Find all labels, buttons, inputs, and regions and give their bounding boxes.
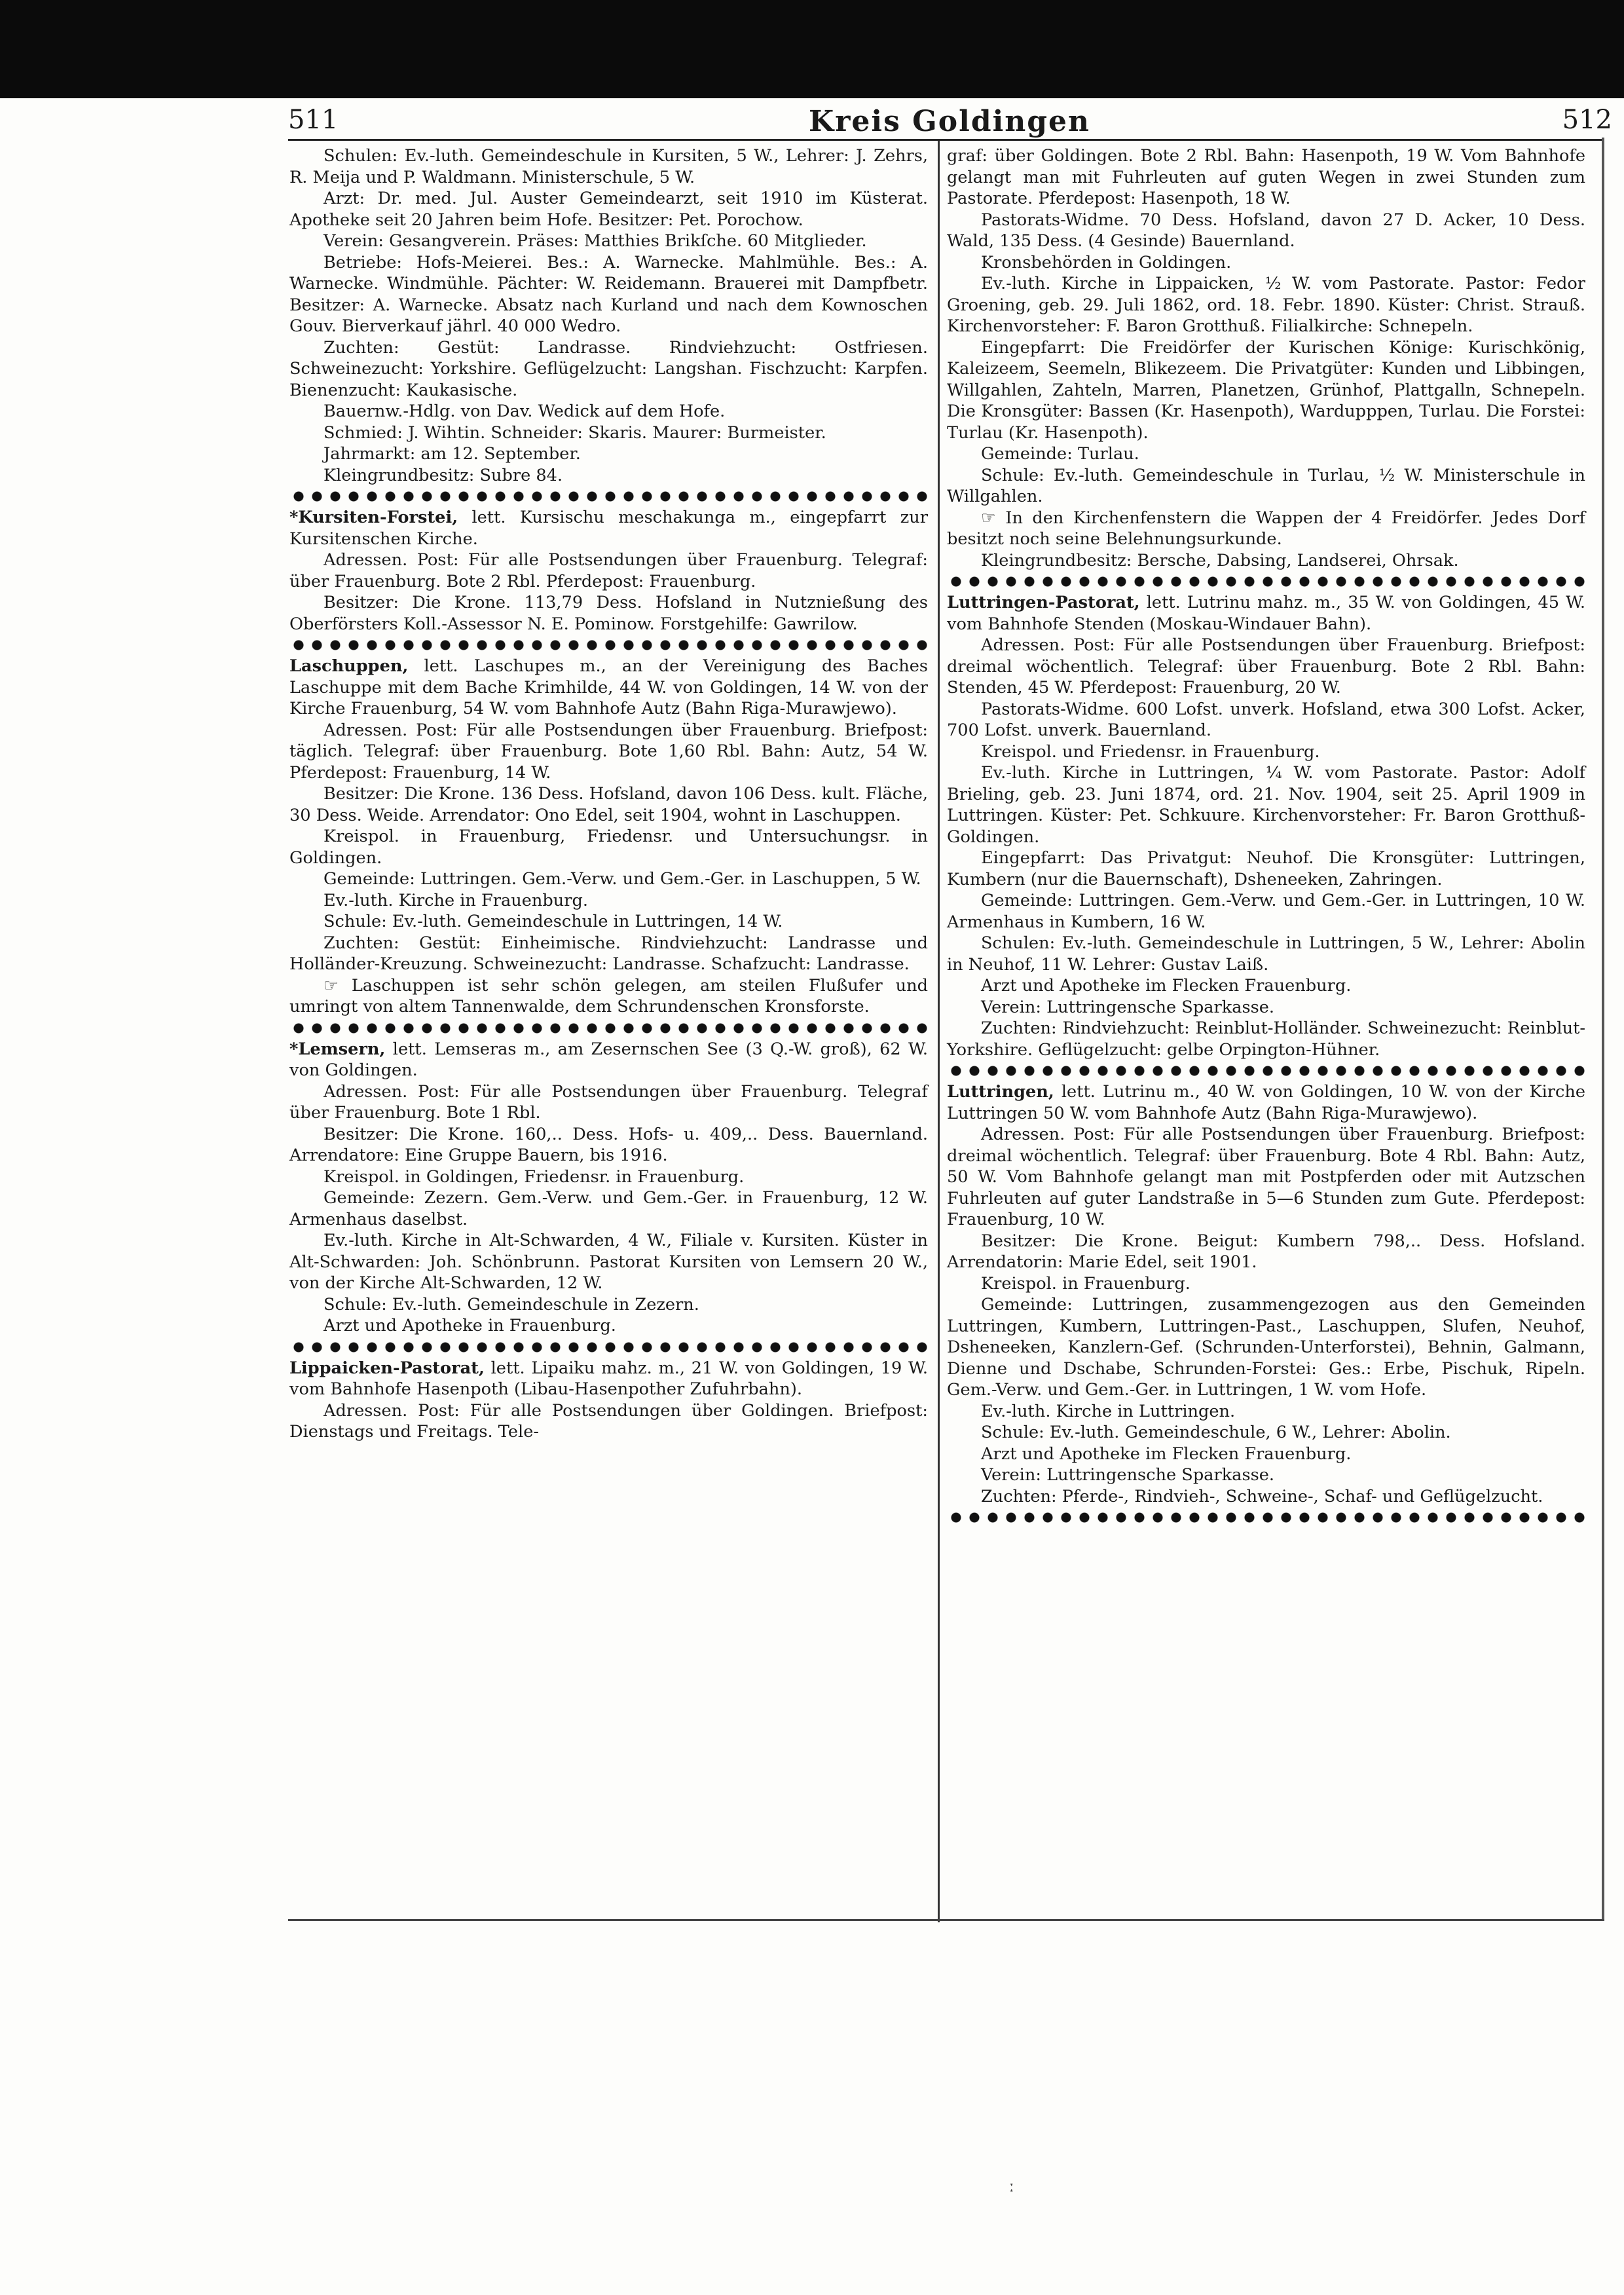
text-paragraph: ☞ In den Kirchenfenstern die Wappen der 4 Freidörfer. Jedes Dorf besitzt noch seine Belehnungsurkunde. bbox=[947, 508, 1585, 549]
text-paragraph: Verein: Gesangverein. Präses: Matthies Brikſche. 60 Mitglieder. bbox=[323, 231, 867, 251]
text-paragraph: Adressen. Post: Für alle Postsendungen über Frauenburg. Briefpost: täglich. Telegraf: über Frauenburg. Bote 1,60 Rbl. Bahn: Autz, 54 W. Pferdepost: Frauenburg, 14 W. bbox=[289, 720, 928, 783]
text-paragraph: Pastorats-Widme. 600 Lofst. unverk. Hofsland, etwa 300 Lofst. Acker, 700 Lofst. unverk. Bauernland. bbox=[947, 699, 1585, 740]
left-column bbox=[289, 145, 928, 1443]
text-paragraph: graf: über Goldingen. Bote 2 Rbl. Bahn: Hasenpoth, 19 W. Vom Bahnhofe gelangt man mit Fuhrleuten auf guten Wegen in zwei Stunden zum Pastorate. Pferdepost: Hasenpoth, 18 W. bbox=[947, 146, 1585, 208]
text-paragraph: Besitzer: Die Krone. 160,.. Dess. Hofs- u. 409,.. Dess. Bauernland. Arrendatore: Eine Gruppe Bauern, bis 1916. bbox=[289, 1124, 928, 1165]
entry-heading-paragraph bbox=[947, 592, 1585, 635]
entry-heading-paragraph bbox=[947, 1081, 1585, 1124]
text-paragraph: ☞ Laschuppen ist sehr schön gelegen, am steilen Flußufer und umringt von altem Tannenwalde, dem Schrundenschen Kronsforste. bbox=[289, 975, 928, 1017]
scan-black-margin bbox=[0, 0, 1624, 98]
text-paragraph: Gemeinde: Luttringen, zusammengezogen aus den Gemeinden Luttringen, Kumbern, Luttringen-Past., Laschuppen, Slufen, Neuhof, Dsheneeken, Kanzlern-Gef. (Schrunden-Unterforstei), Behnin, Galmann, Dienne und Dschabe, Schrunden-Forstei: Ges.: Erbe, Pischuk, Ripeln. Gem.-Verw. und Gem.-Ger. in Luttringen, 1 W. vom Hofe. bbox=[947, 1295, 1585, 1400]
text-paragraph: Eingepfarrt: Die Freidörfer der Kurischen Könige: Kurischkönig, Kaleizeem, Seemeln, Blikezeem. Die Privatgüter: Kunden und Libbingen, Willgahlen, Zahteln, Marren, Planetzen, Grünhof, Plattgalln, Schnepeln. Die Kronsgüter: Bassen (Kr. Hasenpoth), Wardupppen, Turlau. Die Forstei: Turlau (Kr. Hasenpoth). bbox=[947, 337, 1585, 443]
text-paragraph: Schule: Ev.-luth. Gemeindeschule, 6 W., Lehrer: Abolin. bbox=[981, 1423, 1451, 1442]
text-paragraph: Gemeinde: Zezern. Gem.-Verw. und Gem.-Ger. in Frauenburg, 12 W. Armenhaus daselbst. bbox=[289, 1188, 928, 1229]
text-paragraph: Besitzer: Die Krone. 113,79 Dess. Hofsland in Nutznießung des Oberförsters Koll.-Assessor N. E. Pominow. Forstgehilfe: Gawrilow. bbox=[289, 593, 928, 634]
entry-separator bbox=[289, 1022, 928, 1035]
text-paragraph: Adressen. Post: Für alle Postsendungen über Frauenburg. Briefpost: dreimal wöchentlich. Telegraf: über Frauenburg. Bote 4 Rbl. Bahn: Autz, 50 W. Vom Bahnhofe gelangt man mit Postpferden oder mit Autzschen Fuhrleuten auf guter Landstraße in 5—6 Stunden zum Gute. Pferdepost: Frauenburg, 10 W. bbox=[947, 1125, 1585, 1229]
page-header bbox=[282, 98, 1617, 144]
text-paragraph: Kleingrundbesitz: Bersche, Dabsing, Landserei, Ohrsak. bbox=[981, 550, 1459, 570]
text-paragraph: Kreispol. in Frauenburg, Friedensr. und Untersuchungsr. in Goldingen. bbox=[289, 827, 928, 868]
entry-separator bbox=[947, 575, 1585, 588]
entry-title: Luttringen-Pastorat, bbox=[947, 593, 1140, 612]
text-paragraph: Ev.-luth. Kirche in Luttringen. bbox=[981, 1401, 1236, 1421]
header-rule bbox=[288, 139, 1604, 141]
text-paragraph: Zuchten: Gestüt: Einheimische. Rindviehzucht: Landrasse und Holländer-Kreuzung. Schweinezucht: Landrasse. Schafzucht: Landrasse. bbox=[289, 933, 928, 974]
text-paragraph: Eingepfarrt: Das Privatgut: Neuhof. Die Kronsgüter: Luttringen, Kumbern (nur die Bauernschaft), Dsheneeken, Zahringen. bbox=[947, 848, 1585, 889]
bottom-rule bbox=[288, 1919, 1604, 1921]
text-paragraph: Adressen. Post: Für alle Postsendungen über Frauenburg. Briefpost: dreimal wöchentlich. Telegraf: über Frauenburg. Bote 2 Rbl. Bahn: Stenden, 45 W. Pferdepost: Frauenburg, 20 W. bbox=[947, 635, 1585, 698]
text-paragraph: Schulen: Ev.-luth. Gemeindeschule in Luttringen, 5 W., Lehrer: Abolin in Neuhof, 11 W. Lehrer: Gustav Laiß. bbox=[947, 933, 1585, 975]
text-paragraph: Arzt: Dr. med. Jul. Auster Gemeindearzt, seit 1910 im Küsterat. Apotheke seit 20 Jahren beim Hofe. Besitzer: Pet. Porochow. bbox=[289, 189, 928, 230]
entry-title: Laschuppen, bbox=[289, 656, 409, 676]
text-paragraph: Besitzer: Die Krone. 136 Dess. Hofsland, davon 106 Dess. kult. Fläche, 30 Dess. Weide. Arrendator: Ono Edel, seit 1904, wohnt in Laschuppen. bbox=[289, 784, 928, 825]
text-paragraph: Schule: Ev.-luth. Gemeindeschule in Zezern. bbox=[323, 1294, 699, 1315]
text-paragraph: Kleingrundbesitz: Subre 84. bbox=[323, 465, 563, 485]
text-paragraph: Adressen. Post: Für alle Postsendungen über Goldingen. Briefpost: Dienstags und Freitags. Tele- bbox=[289, 1400, 928, 1442]
text-paragraph: Verein: Luttringensche Sparkasse. bbox=[981, 1465, 1275, 1485]
text-paragraph: Zuchten: Rindviehzucht: Reinblut-Holländer. Schweinezucht: Reinblut-Yorkshire. Geflügelzucht: gelbe Orpington-Hühner. bbox=[947, 1018, 1585, 1060]
text-paragraph: Pastorats-Widme. 70 Dess. Hofsland, davon 27 D. Acker, 10 Dess. Wald, 135 Dess. (4 Gesinde) Bauernland. bbox=[947, 210, 1585, 251]
text-paragraph: Kronsbehörden in Goldingen. bbox=[981, 252, 1232, 272]
text-paragraph: Bauernw.-Hdlg. von Dav. Wedick auf dem Hofe. bbox=[323, 401, 726, 421]
text-paragraph: Arzt und Apotheke in Frauenburg. bbox=[323, 1316, 616, 1335]
text-paragraph: Ev.-luth. Kirche in Alt-Schwarden, 4 W., Filiale v. Kursiten. Küster in Alt-Schwarden: Joh. Schönbrunn. Pastorat Kursiten von Lemsern 20 W., von der Kirche Alt-Schwarden, 12 W. bbox=[289, 1231, 928, 1293]
entry-intro-text: lett. Laschupes m., an der Vereinigung des Baches Laschuppe mit dem Bache Krimhilde, 44 W. von Goldingen, 14 W. von der Kirche Frauenburg, 54 W. vom Bahnhofe Autz (Bahn Riga-Murawjewo). bbox=[289, 656, 928, 718]
right-column bbox=[947, 145, 1585, 1528]
page-number-left: 511 bbox=[288, 105, 339, 135]
entry-heading-paragraph bbox=[289, 1039, 928, 1081]
entry-separator bbox=[289, 490, 928, 503]
text-paragraph: Adressen. Post: Für alle Postsendungen über Frauenburg. Telegraf über Frauenburg. Bote 1 Rbl. bbox=[289, 1081, 928, 1123]
column-divider bbox=[938, 141, 940, 1922]
text-paragraph: Ev.-luth. Kirche in Frauenburg. bbox=[323, 890, 589, 910]
text-paragraph: Schule: Ev.-luth. Gemeindeschule in Luttringen, 14 W. bbox=[323, 912, 783, 931]
page-title: Kreis Goldingen bbox=[808, 105, 1091, 138]
entry-title: Luttringen, bbox=[947, 1082, 1054, 1102]
text-paragraph: Schulen: Ev.-luth. Gemeindeschule in Kursiten, 5 W., Lehrer: J. Zehrs, R. Meija und P. Waldmann. Ministerschule, 5 W. bbox=[289, 146, 928, 187]
page-edge bbox=[1602, 138, 1604, 1919]
text-paragraph: Arzt und Apotheke im Flecken Frauenburg. bbox=[981, 1444, 1352, 1464]
text-paragraph: Schule: Ev.-luth. Gemeindeschule in Turlau, ½ W. Ministerschule in Willgahlen. bbox=[947, 465, 1585, 506]
text-paragraph: Zuchten: Pferde-, Rindvieh-, Schweine-, Schaf- und Geflügelzucht. bbox=[981, 1486, 1543, 1506]
entry-heading-paragraph bbox=[289, 1358, 928, 1400]
text-paragraph: Verein: Luttringensche Sparkasse. bbox=[981, 997, 1275, 1017]
entry-intro-text: lett. Lutrinu mahz. m., 35 W. von Goldingen, 45 W. vom Bahnhofe Stenden (Moskau-Windauer Bahn). bbox=[947, 593, 1585, 634]
page-mark: ː bbox=[1008, 2174, 1015, 2196]
entry-heading-paragraph bbox=[289, 507, 928, 550]
entry-separator bbox=[289, 639, 928, 652]
text-paragraph: Kreispol. in Goldingen, Friedensr. in Frauenburg. bbox=[323, 1166, 745, 1187]
entry-separator bbox=[947, 1064, 1585, 1077]
text-paragraph: Betriebe: Hofs-Meierei. Bes.: A. Warnecke. Mahlmühle. Bes.: A. Warnecke. Windmühle. Pächter: W. Reidemann. Brauerei mit Dampfbetr. Besitzer: A. Warnecke. Absatz nach Kurland und nach dem Kownoschen Gouv. Bierverkauf jährl. 40 000 Wedro. bbox=[289, 252, 928, 336]
entry-title: Lippaicken-Pastorat, bbox=[289, 1358, 485, 1378]
text-paragraph: Besitzer: Die Krone. Beigut: Kumbern 798,.. Dess. Hofsland. Arrendatorin: Marie Edel, seit 1901. bbox=[947, 1231, 1585, 1272]
entry-title: *Kursiten-Forstei, bbox=[289, 508, 458, 527]
text-paragraph: Ev.-luth. Kirche in Luttringen, ¼ W. vom Pastorate. Pastor: Adolf Brieling, geb. 23. Juni 1874, ord. 21. Nov. 1904, seit 25. April 1909 in Luttringen. Küster: Pet. Schkuure. Kirchenvorsteher: Fr. Baron Grotthuß-Goldingen. bbox=[947, 763, 1585, 847]
text-paragraph: Adressen. Post: Für alle Postsendungen über Frauenburg. Telegraf: über Frauenburg. Bote 2 Rbl. Pferdepost: Frauenburg. bbox=[289, 550, 928, 591]
entry-title: *Lemsern, bbox=[289, 1039, 386, 1059]
entry-intro-text: lett. Lemseras m., am Zesernschen See (3 Q.-W. groß), 62 W. von Goldingen. bbox=[289, 1039, 928, 1080]
text-paragraph: Schmied: J. Wihtin. Schneider: Skaris. Maurer: Burmeister. bbox=[323, 422, 826, 443]
entry-separator bbox=[947, 1511, 1585, 1524]
entry-intro-text: lett. Lipaiku mahz. m., 21 W. von Goldingen, 19 W. vom Bahnhofe Hasenpoth (Libau-Hasenpother Zufuhrbahn). bbox=[289, 1358, 928, 1399]
text-paragraph: Jahrmarkt: am 12. September. bbox=[323, 444, 581, 464]
entry-heading-paragraph bbox=[289, 656, 928, 720]
text-paragraph: Ev.-luth. Kirche in Lippaicken, ½ W. vom Pastorate. Pastor: Fedor Groening, geb. 29. Juli 1862, ord. 18. Febr. 1890. Küster: Christ. Strauß. Kirchenvorsteher: F. Baron Grotthuß. Filialkirche: Schnepeln. bbox=[947, 274, 1585, 336]
text-paragraph: Gemeinde: Luttringen. Gem.-Verw. und Gem.-Ger. in Laschuppen, 5 W. bbox=[323, 869, 921, 889]
text-paragraph: Gemeinde: Turlau. bbox=[981, 444, 1139, 464]
entry-intro-text: lett. Kursischu meschakunga m., eingepfarrt zur Kursitenschen Kirche. bbox=[289, 508, 928, 549]
text-paragraph: Arzt und Apotheke im Flecken Frauenburg. bbox=[981, 976, 1352, 996]
text-paragraph: Kreispol. und Friedensr. in Frauenburg. bbox=[981, 741, 1320, 762]
entry-separator bbox=[289, 1341, 928, 1354]
entry-intro-text: lett. Lutrinu m., 40 W. von Goldingen, 10 W. von der Kirche Luttringen 50 W. vom Bahnhofe Autz (Bahn Riga-Murawjewo). bbox=[947, 1082, 1585, 1123]
page-number-right: 512 bbox=[1562, 105, 1612, 135]
text-paragraph: Gemeinde: Luttringen. Gem.-Verw. und Gem.-Ger. in Luttringen, 10 W. Armenhaus in Kumbern, 16 W. bbox=[947, 891, 1585, 932]
text-paragraph: Zuchten: Gestüt: Landrasse. Rindviehzucht: Ostfriesen. Schweinezucht: Yorkshire. Geflügelzucht: Langshan. Fischzucht: Karpfen. Bienenzucht: Kaukasische. bbox=[289, 337, 928, 400]
text-paragraph: Kreispol. in Frauenburg. bbox=[981, 1273, 1190, 1294]
